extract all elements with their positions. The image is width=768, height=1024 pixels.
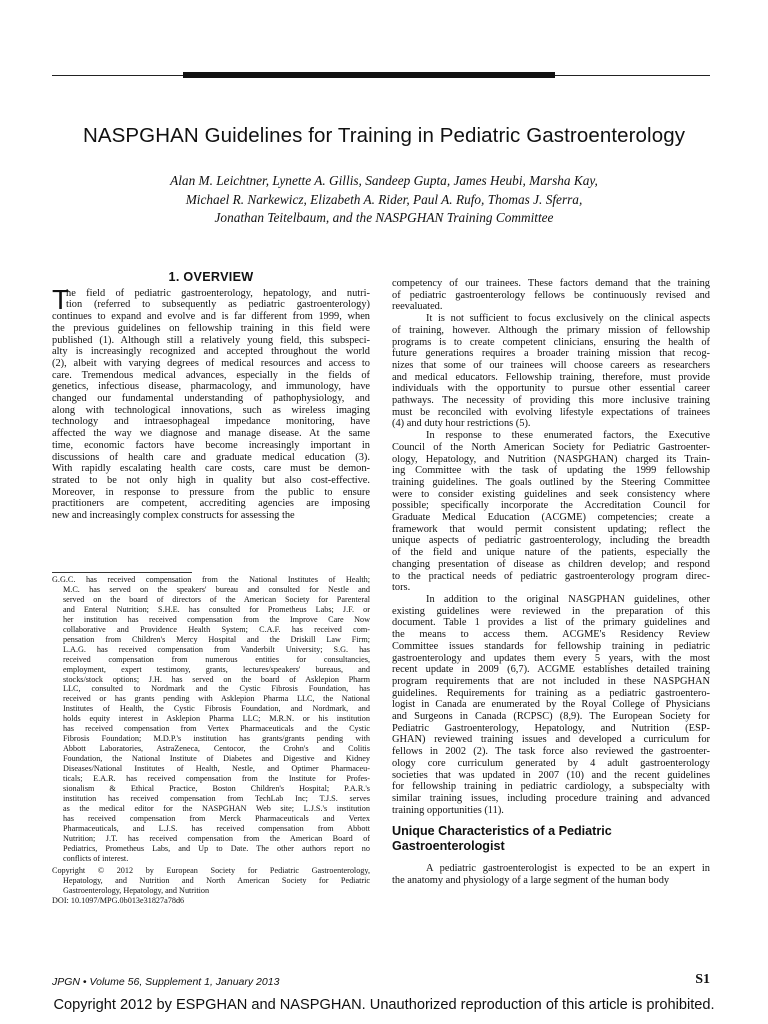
text-line: gastroenterology and updates them every 5 years, with the most <box>392 652 710 664</box>
text-line: GHAN) reviewed training issues and developed a curriculum for <box>392 734 710 746</box>
paragraph <box>392 863 710 886</box>
text-line: as the medical editor for the NASPGHAN Web site; L.J.S.'s institution <box>63 803 370 813</box>
text-line: Committee issues standards for fellowship training in pediatric <box>392 640 710 652</box>
text-line: practitioners are competent, accrediting agencies are imposing <box>52 498 370 510</box>
text-line: similar training issues, including procedure training and advanced <box>392 792 710 804</box>
text-line: Fibrosis Foundation; M.D.P.'s institution has grants/grants pending with <box>63 734 370 744</box>
text-line: he field of pediatric gastroenterology, hepatology, and nutri- <box>66 287 370 299</box>
text-line: societies that was updated in 2007 (10) and the recent guidelines <box>392 769 710 781</box>
text-line: Pediatric Gastroenterology, Hepatology, and Nutrition (ESP- <box>392 722 710 734</box>
text-line: strated to be not only high in quality but also cost-effective. <box>52 474 370 486</box>
text-line: has received compensation from Vertex Pharmaceuticals and the Cystic <box>63 724 370 734</box>
text-line: LLC, consulted to Nordmark and the Cystic Fibrosis Foundation, has <box>63 684 370 694</box>
text-line: stocks/stock options; J.H. has served on the board of Asklepion Pharm <box>63 674 370 684</box>
text-line: tion (referred to subsequently as pediatric gastroenterology) <box>66 299 370 311</box>
paragraph <box>392 430 710 594</box>
text-line: (2), albeit with varying degrees of medical resources and access to <box>52 357 370 369</box>
author-line: Michael R. Narkewicz, Elizabeth A. Rider, Paul A. Rufo, Thomas J. Sferra, <box>185 191 583 207</box>
text-line: time, economic factors have become increasingly important in <box>52 439 370 451</box>
text-line: ticals; E.A.R. has received compensation from the Institute for Profes- <box>63 774 370 784</box>
text-line: Diseases/National Institutes of Health, Nestle, and Optimer Pharmaceu- <box>63 764 370 774</box>
text-line: fellows in 2002 (2). The task force also reviewed the gastroenter- <box>392 746 710 758</box>
overview-body <box>52 311 370 522</box>
article-title: NASPGHAN Guidelines for Training in Pediatric Gastroenterology <box>82 124 686 147</box>
copyright-statement <box>52 866 370 896</box>
text-line: to the practical needs of pediatric gastroenterology program direc- <box>392 570 710 582</box>
text-line: reevaluated. <box>392 301 443 313</box>
text-line: and Surgeons in Canada (RCPSC) (8,9). The European Society for <box>392 711 710 723</box>
text-line: M.C. has served on the speakers' bureau and consulted for Nestle and <box>63 584 370 594</box>
text-line: framework that would permit consistent updating; reflect the <box>392 523 710 535</box>
text-line: G.G.C. has received compensation from the National Institutes of Health; <box>52 575 370 584</box>
copyright-notice: Copyright 2012 by ESPGHAN and NASPGHAN. Unauthorized reproduction of this article is prohibited. <box>53 997 715 1013</box>
text-line: received or has grants pending with Asklepion Pharma LLC, the National <box>63 694 370 704</box>
text-line: L.A.G. has received compensation from Vanderbilt University; S.G. has <box>63 644 370 654</box>
text-line: the means to access them. ACGME's Residency Review <box>392 629 710 641</box>
text-line: programs is to create competent clinicians, ensuring the health of <box>392 336 710 348</box>
text-line: Pediatrics, Prometheus Labs, and Up to Date. The other authors report no <box>63 843 370 853</box>
text-line: future generations requires a broader training mission that recog- <box>392 348 710 360</box>
section-heading: 1. OVERVIEW <box>168 270 254 284</box>
text-line: new and increasingly complex constructs for assessing the <box>52 510 295 522</box>
text-line: logist in Canada are enumerated by the Royal College of Physicians <box>392 699 710 711</box>
text-line: Graduate Medical Education (ACGME) competencies; create a <box>392 512 710 524</box>
text-line: competency of our trainees. These factors demand that the training <box>392 278 710 289</box>
disclosure-note <box>52 575 370 864</box>
text-line: document. Table 1 provides a list of the primary guidelines and <box>392 617 710 629</box>
page-number: S1 <box>695 972 710 987</box>
text-line: (4) and duty hour restrictions (5). <box>392 418 531 430</box>
text-line: pensation from Children's Mercy Hospital and the Driskill Law Firm; <box>63 634 370 644</box>
text-line: care. Tremendous medical advances, especially in the fields of <box>52 369 370 381</box>
text-line: changed our fundamental understanding of pathophysiology, and <box>52 393 370 405</box>
subsection-heading-line: Gastroenterologist <box>392 838 505 853</box>
right-column <box>392 278 710 887</box>
text-line: collaborative and Providence Health System; C.A.F. has received com- <box>63 624 370 634</box>
text-line: Hepatology, and Nutrition and North American Society for Pediatric <box>63 875 370 885</box>
text-line: and medical educators. Fellowship training, therefore, must provide <box>392 371 710 383</box>
paragraph <box>392 594 710 816</box>
text-line: Pharmaceuticals, and L.J.S. has received compensation from Abbott <box>63 823 370 833</box>
text-line: alty is increasingly recognized and accepted throughout the world <box>52 346 370 358</box>
text-line: recent update in 2009 (6,7). ACGME establishes detailed training <box>392 664 710 676</box>
text-line: employment, expert testimony, grants, lectures/speakers' bureaus, and <box>63 664 370 674</box>
text-line: It is not sufficient to focus exclusively on the clinical aspects <box>426 313 710 325</box>
text-line: affected the way we diagnose and manage disease. At the same <box>52 428 370 440</box>
text-line: In addition to the original NASGPHAN guidelines, other <box>426 593 710 605</box>
text-line: and Enteral Nutrition; S.H.E. has consulted for Prometheus Labs; J.F. or <box>63 604 370 614</box>
text-line: Institutes of Health, the Cystic Fibrosis Foundation, and Nordmark, and <box>63 704 370 714</box>
footnote-rule <box>52 572 192 573</box>
text-line: published (1). Although still a relatively young field, this subspeci- <box>52 334 370 346</box>
text-line: Moreover, in response to pressure from the public to ensure <box>52 486 370 498</box>
text-line: changing presentation of disease as children develop; and respond <box>392 558 710 570</box>
overview-paragraph <box>52 283 370 522</box>
text-line: institution has received compensation from TechLab Inc; T.J.S. serves <box>63 793 370 803</box>
text-line: ology core curriculum generated by 4 adult gastroenterology <box>392 757 710 769</box>
footnotes <box>52 575 370 905</box>
text-line: technology and intraesophageal impedance monitoring, have <box>52 416 370 428</box>
left-column <box>52 272 370 522</box>
text-line: Nutrition; J.T. has received compensation from the American Board of <box>63 833 370 843</box>
text-line: discussions of health care and graduate medical education (3). <box>52 451 370 463</box>
text-line: conflicts of interest. <box>63 853 129 863</box>
text-line: In response to these enumerated factors, the Executive <box>426 430 710 442</box>
subsection-heading-line: Unique Characteristics of a Pediatric <box>392 824 612 839</box>
text-line: tors. <box>392 582 411 594</box>
text-line: ing Committee with the task of updating the 1999 fellowship <box>392 465 710 477</box>
text-line: sionalism & Ethical Practice, Boston Children's Hospital; P.A.R.'s <box>63 784 370 794</box>
text-line: the previous guidelines on fellowship training in this field were <box>52 322 370 334</box>
text-line: possible; specifically incorporate the Accreditation Council for <box>392 500 710 512</box>
author-line: Alan M. Leichtner, Lynette A. Gillis, Sandeep Gupta, James Heubi, Marsha Kay, <box>170 173 598 188</box>
text-line: guidelines. Requirements for training as a pediatric gastroentero- <box>392 687 710 699</box>
doi: DOI: 10.1097/MPG.0b013e31827a78d6 <box>52 895 185 905</box>
text-line: existing guidelines were reviewed in the preparation of this <box>392 605 710 617</box>
text-line: of the field and unique nature of the patients, especially the <box>392 547 710 559</box>
drop-cap: T <box>52 283 70 315</box>
text-line: served on the board of directors of the American Society for Parenteral <box>63 594 370 604</box>
text-line: Gastroenterology, Hepatology, and Nutrition <box>63 885 210 895</box>
text-line: holds equity interest in Asklepion Pharma LLC; M.R.N. or his institution <box>63 714 370 724</box>
text-line: has received compensation from Merck Pharmaceuticals and Vertex <box>63 813 370 823</box>
text-line: pathways. The necessity of providing this more inclusive training <box>392 395 710 407</box>
paragraph <box>392 313 710 430</box>
text-line: continues to expand and evolve and is far different from 1999, when <box>52 311 370 323</box>
text-line: her institution has received compensation from the Improve Care Now <box>63 614 370 624</box>
text-line: must be reconciled with evolving lifestyle expectations of trainees <box>392 406 710 418</box>
text-line: program requirements that are not included in these NASPGHAN <box>392 675 710 687</box>
text-line: ology, Hepatology, and Nutrition (NASPGHAN) charged its Train- <box>392 453 710 465</box>
text-line: genetics, infectious disease, pharmacology, and immunology, have <box>52 381 370 393</box>
text-line: unique aspects of pediatric gastroenterology, including the breadth <box>392 535 710 547</box>
text-line: were to consider existing guidelines and seek consistency where <box>392 488 710 500</box>
text-line: the anatomy and physiology of a large segment of the human body <box>392 875 670 887</box>
text-line: training opportunities (11). <box>392 804 504 816</box>
text-line: With rapidly escalating health care costs, care must be demon- <box>52 463 370 475</box>
text-line: individuals with the opportunity to pursue other essential career <box>392 383 710 395</box>
text-line: for fellowship training in pediatric cardiology, a subspecialty with <box>392 781 710 793</box>
text-line: of pediatric gastroenterology fellows be continuously revised and <box>392 289 710 301</box>
text-line: along with technological innovations, such as wireless imaging <box>52 404 370 416</box>
text-line: Copyright © 2012 by European Society for Pediatric Gastroenterology, <box>52 865 370 875</box>
journal-citation: JPGN • Volume 56, Supplement 1, January 2013 <box>52 976 280 988</box>
text-line: training guidelines. The goals outlined by the Steering Committee <box>392 476 710 488</box>
text-line: Foundation, the National Institute of Diabetes and Digestive and Kidney <box>63 754 370 764</box>
text-line: A pediatric gastroenterologist is expected to be an expert in <box>426 863 710 875</box>
text-line: Abbott Laboratories, AstraZeneca, Centocor, the Crohn's and Colitis <box>63 744 370 754</box>
text-line: of training, however. Although the primary mission of fellowship <box>392 324 710 336</box>
paragraph <box>392 278 710 313</box>
text-line: received compensation from numerous entities for consultancies, <box>63 654 370 664</box>
top-rule-thick <box>183 72 555 78</box>
author-list <box>90 172 678 228</box>
text-line: nizes that some of our trainees will choose careers as researchers <box>392 359 710 371</box>
text-line: Council of the North American Society for Pediatric Gastroenter- <box>392 441 710 453</box>
author-line: Jonathan Teitelbaum, and the NASPGHAN Training Committee <box>214 210 554 225</box>
subsection-heading <box>392 824 710 853</box>
